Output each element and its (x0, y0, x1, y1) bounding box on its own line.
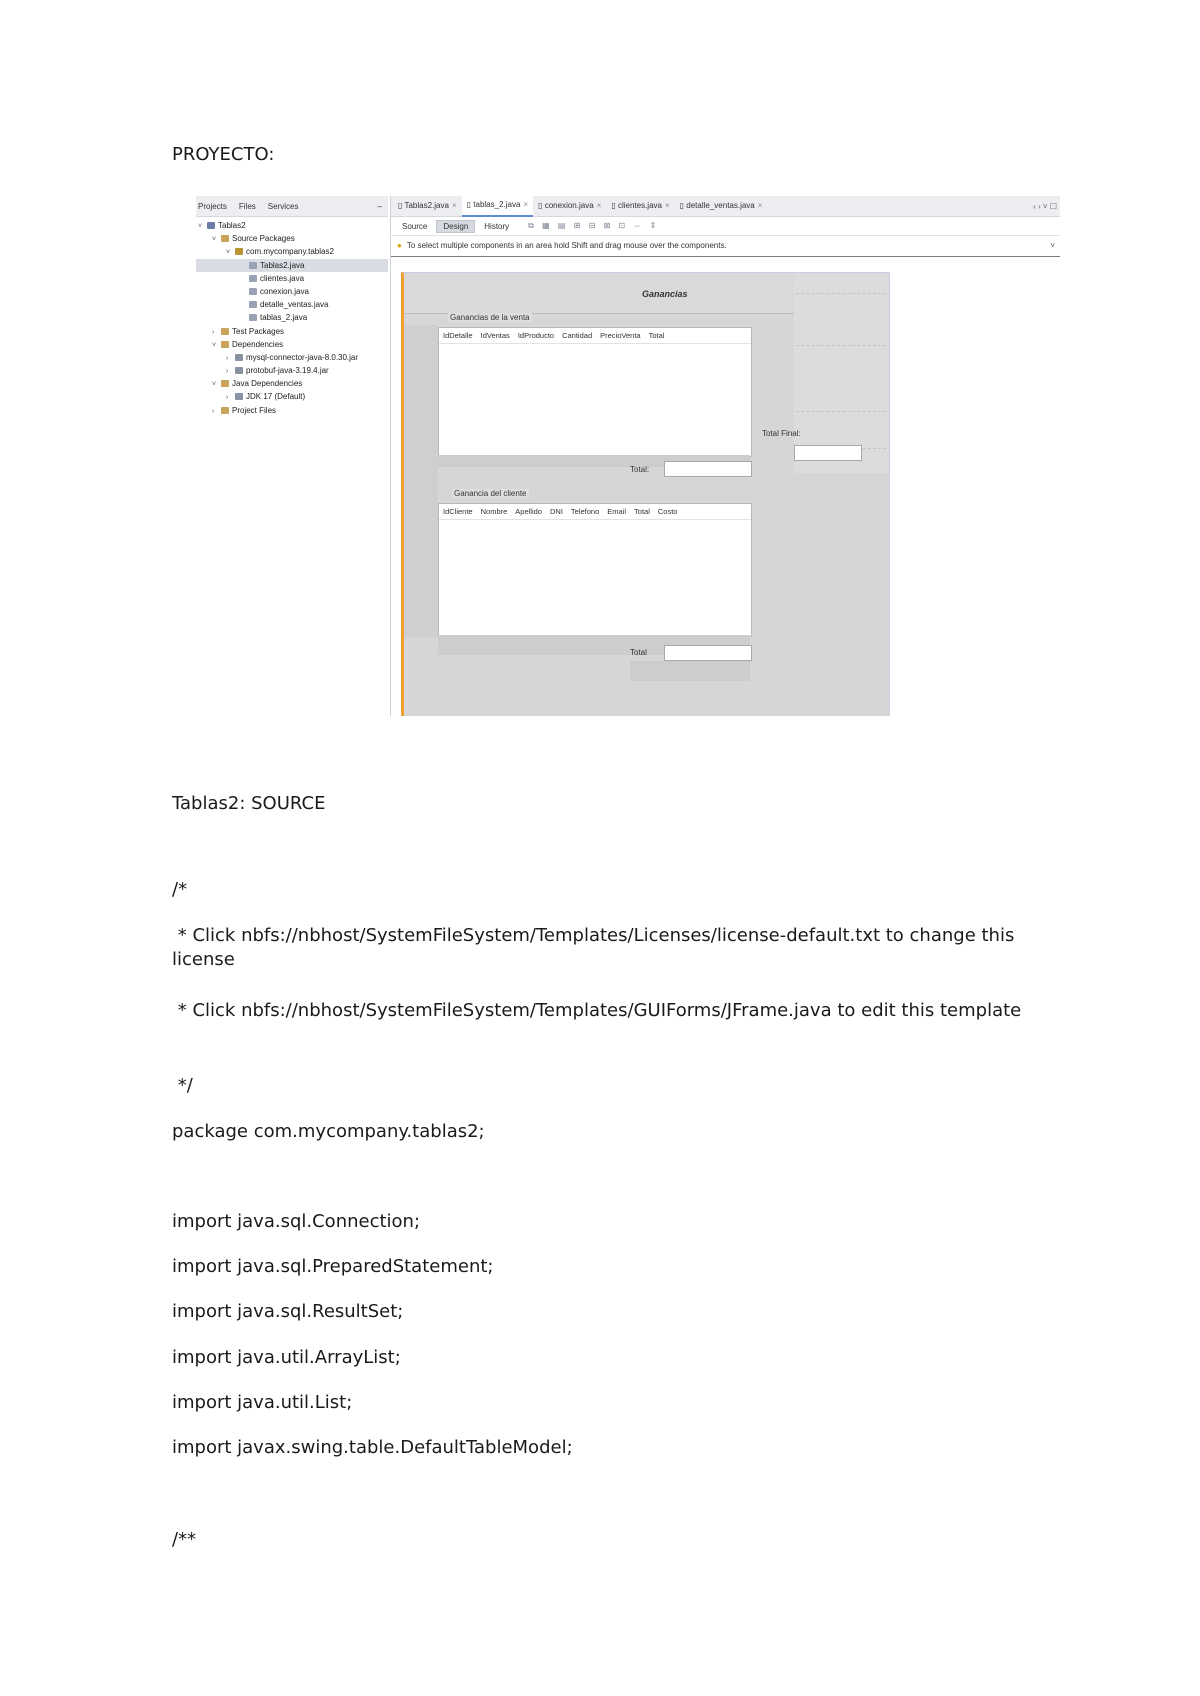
table-header (439, 504, 751, 520)
code-package: package com.mycompany.tablas2; (172, 1121, 485, 1142)
jar-icon (235, 393, 243, 400)
chevron-down-icon[interactable]: ˅ (212, 236, 217, 244)
folder-icon (221, 328, 229, 335)
folder-icon (221, 380, 229, 387)
tab-projects[interactable]: Projects (198, 201, 227, 211)
group-ganancias-venta: Ganancias de la venta (450, 313, 530, 322)
code-import-preparedstatement: import java.sql.PreparedStatement; (172, 1256, 494, 1277)
close-icon[interactable]: × (596, 201, 602, 210)
close-icon[interactable]: × (451, 201, 457, 210)
tree-item[interactable] (196, 298, 388, 311)
code-javadoc-open: /** (172, 1529, 197, 1550)
total-final-field[interactable] (794, 445, 862, 461)
tree-item-label: JDK 17 (Default) (246, 392, 306, 402)
column-header[interactable]: PrecioVenta (600, 331, 641, 340)
jar-icon (235, 354, 243, 361)
column-header[interactable]: Email (607, 507, 627, 516)
editor-tab-label: conexion.java (544, 201, 594, 210)
column-header[interactable]: Apellido (515, 507, 542, 516)
layout-tools-icon[interactable]: ⧉ ▦ ▤ ⊞ ⊟ ⊠ ⊡ ⇔ ⇕ (528, 221, 660, 230)
divider (796, 411, 886, 413)
file-icon (249, 288, 257, 295)
form-canvas (401, 272, 890, 716)
tree-item-label: clientes.java (260, 273, 305, 283)
file-icon: ▯ (538, 201, 545, 210)
tree-item[interactable] (196, 285, 388, 298)
column-header[interactable]: IdProducto (517, 331, 555, 340)
code-comment-template: * Click nbfs://nbhost/SystemFileSystem/Templates/GUIForms/JFrame.java to edit this template (172, 1000, 1022, 1021)
total-label-2: Total (630, 648, 647, 657)
tree-item[interactable] (196, 219, 388, 232)
editor-tab[interactable] (462, 196, 533, 217)
tab-services[interactable]: Services (267, 201, 299, 211)
code-import-arraylist: import java.util.ArrayList; (172, 1347, 401, 1368)
tree-item[interactable] (196, 377, 388, 390)
chevron-right-icon[interactable]: › (212, 407, 215, 415)
tree-item[interactable] (196, 390, 388, 403)
chevron-right-icon[interactable]: › (226, 368, 229, 376)
ide-screenshot (196, 196, 1060, 716)
folder-icon (221, 341, 229, 348)
column-header[interactable]: Telefono (570, 507, 600, 516)
history-button[interactable]: History (484, 221, 510, 231)
code-import-tablemodel: import javax.swing.table.DefaultTableModel; (172, 1437, 573, 1458)
projects-tabbar (196, 196, 388, 217)
heading-proyecto: PROYECTO: (172, 144, 275, 165)
editor-tab[interactable] (606, 196, 674, 216)
editor-tab[interactable] (533, 196, 606, 216)
tree-item-label: Project Files (232, 405, 277, 415)
tree-item[interactable] (196, 404, 388, 417)
tree-item-label: tablas_2.java (260, 313, 308, 323)
tree-item-label: protobuf-java-3.19.4.jar (246, 366, 329, 376)
editor-tab[interactable] (393, 196, 462, 216)
tree-item[interactable] (196, 311, 388, 324)
tree-item-label: detalle_ventas.java (260, 300, 329, 310)
editor-nav-icon[interactable]: ‹ › ˅ ☐ (1033, 201, 1057, 211)
file-icon: ▯ (679, 201, 687, 210)
divider (796, 293, 886, 295)
code-import-connection: import java.sql.Connection; (172, 1211, 421, 1232)
tree-item-label: Dependencies (232, 339, 284, 349)
title-band (404, 273, 794, 314)
tree-item-label: conexion.java (260, 286, 309, 296)
file-icon: ▯ (611, 201, 618, 210)
file-icon (249, 275, 257, 282)
divider (796, 345, 886, 347)
total-field-1[interactable] (664, 461, 752, 477)
editor-panel (390, 196, 1060, 716)
column-header[interactable]: Nombre (480, 507, 508, 516)
tree-item-label: Source Packages (232, 234, 295, 244)
editor-toolbar (391, 217, 1060, 236)
chevron-down-icon[interactable]: ˅ (226, 249, 231, 257)
tree-item[interactable] (196, 259, 388, 272)
file-icon: ▯ (466, 200, 474, 209)
form-title: Ganancias (642, 289, 688, 299)
chevron-right-icon[interactable]: › (212, 328, 215, 336)
column-header[interactable]: DNI (549, 507, 563, 516)
project-icon (207, 222, 215, 229)
tree-item-label: Tablas2.java (260, 260, 305, 270)
tree-item[interactable] (196, 232, 388, 245)
code-import-list: import java.util.List; (172, 1392, 353, 1413)
tree-item[interactable] (196, 245, 388, 258)
design-hint (391, 236, 1060, 257)
chevron-down-icon[interactable]: ˅ (198, 223, 203, 230)
column-header[interactable]: IdCliente (443, 507, 473, 516)
column-header[interactable]: Costo (657, 507, 678, 516)
table-ventas[interactable] (438, 327, 752, 457)
column-header[interactable]: Cantidad (562, 331, 593, 340)
tree-item[interactable] (196, 272, 388, 285)
total-field-2[interactable] (664, 645, 752, 661)
hint-text: To select multiple components in an area hold Shift and drag mouse over the components. (406, 241, 727, 250)
folder-icon (221, 407, 229, 414)
tree-item[interactable] (196, 351, 388, 364)
code-comment-open: /* (172, 879, 188, 900)
gutter (404, 325, 438, 637)
total-final-label: Total Final: (762, 429, 801, 438)
editor-tab-label: tablas_2.java (473, 200, 521, 209)
minimize-icon[interactable]: – (377, 201, 382, 211)
column-header[interactable]: Total (648, 331, 665, 340)
chevron-right-icon[interactable]: › (226, 394, 229, 402)
tree-item-label: Tablas2 (218, 221, 246, 230)
table-clientes[interactable] (438, 503, 752, 637)
tree-item-label: Test Packages (232, 326, 285, 336)
file-icon (249, 314, 257, 321)
lightbulb-icon: ● (397, 241, 402, 250)
project-tree (196, 217, 388, 417)
editor-tabbar (391, 196, 1060, 217)
tree-item-label: mysql-connector-java-8.0.30.jar (246, 352, 359, 362)
tree-item[interactable] (196, 338, 388, 351)
code-import-resultset: import java.sql.ResultSet; (172, 1301, 404, 1322)
bottom-bar (630, 661, 750, 681)
column-header[interactable]: IdDetalle (443, 331, 473, 340)
tree-item-label: com.mycompany.tablas2 (246, 247, 334, 257)
chevron-down-icon[interactable]: ˅ (1050, 241, 1055, 250)
tree-item[interactable] (196, 364, 388, 377)
jar-icon (235, 367, 243, 374)
file-icon: ▯ (398, 201, 405, 210)
total-label-1: Total: (630, 465, 650, 474)
design-button[interactable]: Design (436, 220, 475, 233)
heading-source: Tablas2: SOURCE (172, 793, 326, 814)
package-icon (235, 248, 243, 255)
folder-icon (221, 235, 229, 242)
chevron-down-icon[interactable]: ˅ (212, 341, 217, 349)
file-icon (249, 262, 257, 269)
editor-tab-label: clientes.java (617, 201, 662, 210)
projects-panel (196, 196, 388, 716)
editor-tab-label: Tablas2.java (404, 201, 449, 210)
tree-item[interactable] (196, 325, 388, 338)
tab-files[interactable]: Files (238, 201, 256, 211)
group-ganancia-cliente: Ganancia del cliente (454, 489, 527, 498)
source-button[interactable]: Source (402, 221, 428, 231)
tree-item-label: Java Dependencies (232, 379, 303, 389)
file-icon (249, 301, 257, 308)
column-header[interactable]: IdVentas (480, 331, 510, 340)
editor-tab[interactable] (675, 196, 768, 216)
chevron-right-icon[interactable]: › (226, 354, 229, 362)
code-comment-close: */ (172, 1075, 193, 1096)
code-comment-license: * Click nbfs://nbhost/SystemFileSystem/Templates/Licenses/license-default.txt to change this license (172, 925, 1021, 970)
editor-tab-label: detalle_ventas.java (686, 201, 755, 210)
right-panel (794, 273, 889, 473)
close-icon[interactable]: × (523, 200, 529, 209)
chevron-down-icon[interactable]: ˅ (212, 381, 217, 389)
close-icon[interactable]: × (757, 201, 763, 210)
table-header (439, 328, 751, 344)
column-header[interactable]: Total (634, 507, 650, 516)
close-icon[interactable]: × (664, 201, 670, 210)
